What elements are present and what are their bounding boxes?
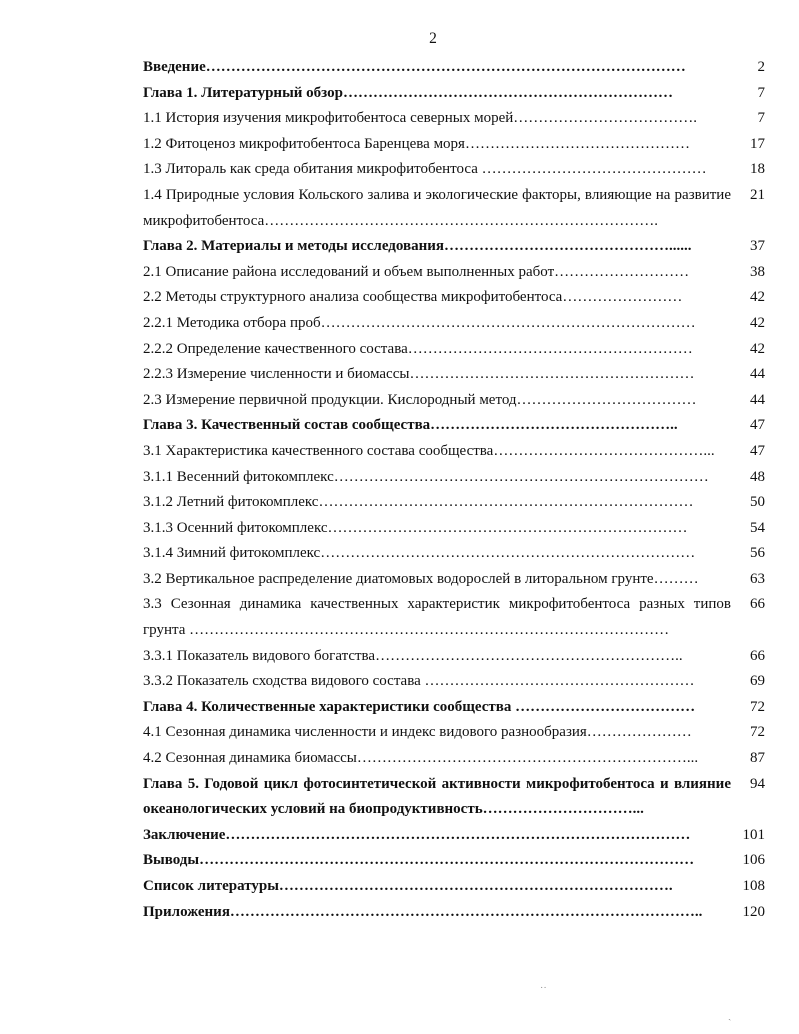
toc-entry-title: 3.1 Характеристика качественного состава сообщества……………………………………...: [143, 442, 715, 459]
scan-speck: ˙˙: [540, 986, 547, 997]
toc-entry: [0, 516, 799, 542]
toc-entry-title: 2.2.1 Методика отбора проб…………………………………………………………………: [143, 314, 696, 331]
toc-entry: [0, 746, 799, 772]
toc-entry-page: 94: [750, 775, 765, 792]
toc-entry: [0, 157, 799, 183]
toc-entry-title: Глава 1. Литературный обзор…………………………………………………………: [143, 84, 673, 101]
toc-entry: [0, 669, 799, 695]
toc-entry-title: 3.1.1 Весенний фитокомплекс…………………………………………………………………: [143, 468, 709, 485]
toc-entry-title: Выводы………………………………………………………………………………………: [143, 852, 695, 869]
toc-entry: [0, 260, 799, 286]
toc-entry-page: 18: [750, 161, 765, 178]
toc-entry-title: Введение……………………………………………………………………………………: [143, 59, 686, 75]
toc-entry: [0, 874, 799, 900]
toc-entry: [0, 644, 799, 670]
toc-entry: [0, 55, 799, 81]
toc-entry-page: 66: [750, 596, 765, 613]
toc-entry-title: Глава 4. Количественные характеристики сообщества ………………………………: [143, 698, 696, 715]
toc-entry-title: 4.2 Сезонная динамика биомассы…………………………………………………………...: [143, 750, 699, 767]
table-of-contents: [0, 55, 799, 925]
toc-entry-page: 48: [750, 468, 765, 485]
toc-entry-page: 37: [750, 238, 765, 255]
toc-entry: [0, 362, 799, 388]
toc-entry-page: 21: [750, 186, 765, 203]
toc-entry-page: 42: [750, 314, 765, 331]
toc-entry: [0, 823, 799, 849]
toc-entry-page: 44: [750, 391, 765, 408]
toc-entry-title: 3.1.4 Зимний фитокомплекс…………………………………………………………………: [143, 545, 696, 562]
toc-entry-page: 101: [742, 826, 765, 843]
toc-entry-page: 42: [750, 289, 765, 306]
toc-entry: [0, 337, 799, 363]
toc-entry: [0, 900, 799, 926]
toc-entry: [0, 285, 799, 311]
toc-entry: [0, 183, 799, 234]
toc-entry-title: 3.2 Вертикальное распределение диатомовых водорослей в литоральном грунте………: [143, 570, 699, 587]
toc-entry: [0, 388, 799, 414]
toc-entry-page: 106: [742, 852, 765, 869]
toc-entry: [0, 234, 799, 260]
toc-entry-title: Список литературы…………………………………………………………………….: [143, 878, 673, 894]
toc-entry-title: 2.3 Измерение первичной продукции. Кислородный метод………………………………: [143, 391, 697, 408]
toc-entry: [0, 439, 799, 465]
toc-entry-page: 47: [750, 442, 765, 459]
toc-entry: [0, 132, 799, 158]
toc-entry-title: 1.4 Природные условия Кольского залива и экологические факторы, влияющие на развитие микрофитобентоса…………………………………………………………………….: [143, 186, 731, 229]
toc-entry: [0, 311, 799, 337]
toc-entry-page: 42: [750, 340, 765, 357]
toc-entry-title: 4.1 Сезонная динамика численности и индекс видового разнообразия…………………: [143, 724, 692, 741]
toc-entry-title: 3.1.2 Летний фитокомплекс…………………………………………………………………: [143, 494, 694, 511]
toc-entry-title: Глава 3. Качественный состав сообщества…………………………………………..: [143, 417, 678, 434]
toc-entry-title: Заключение…………………………………………………………………………………: [143, 826, 691, 843]
toc-entry: [0, 541, 799, 567]
toc-entry-title: Приложения…………………………………………………………………………………..: [143, 903, 703, 920]
toc-entry-page: 69: [750, 673, 765, 690]
page-number: 2: [429, 30, 437, 47]
toc-entry-title: 3.3 Сезонная динамика качественных характеристик микрофитобентоса разных типов грунта ……………………………………………………………………………………: [143, 596, 731, 639]
toc-entry-page: 56: [750, 545, 765, 562]
toc-entry-page: 17: [750, 135, 765, 152]
toc-entry-title: 2.2 Методы структурного анализа сообщества микрофитобентоса……………………: [143, 289, 683, 306]
toc-entry-page: 7: [757, 110, 765, 127]
toc-entry-page: 54: [750, 519, 765, 536]
toc-entry: [0, 695, 799, 721]
toc-entry-title: 2.1 Описание района исследований и объем выполненных работ………………………: [143, 263, 690, 280]
toc-entry-page: 87: [750, 750, 765, 767]
toc-entry-title: 3.3.2 Показатель сходства видового состава ………………………………………………: [143, 673, 695, 690]
toc-entry: [0, 106, 799, 132]
toc-entry-page: 7: [757, 84, 765, 101]
toc-entry: [0, 465, 799, 491]
toc-entry-title: 2.2.3 Измерение численности и биомассы…………………………………………………: [143, 366, 695, 383]
toc-entry-title: 2.2.2 Определение качественного состава…………………………………………………: [143, 340, 693, 357]
toc-entry-page: 38: [750, 263, 765, 280]
toc-entry: [0, 413, 799, 439]
toc-entry-title: 1.1 История изучения микрофитобентоса северных морей……………………………….: [143, 110, 698, 127]
toc-entry-title: 3.3.1 Показатель видового богатства……………………………………………………..: [143, 647, 683, 664]
toc-entry-title: 3.1.3 Осенний фитокомплекс………………………………………………………………: [143, 519, 688, 536]
toc-entry: [0, 720, 799, 746]
scan-speck: ˏ: [728, 1010, 732, 1021]
toc-entry-page: 120: [742, 903, 765, 920]
toc-entry-page: 44: [750, 366, 765, 383]
toc-entry-page: 47: [750, 417, 765, 434]
toc-entry: [0, 848, 799, 874]
toc-entry-page: 2: [757, 59, 765, 75]
toc-entry-title: Глава 5. Годовой цикл фотосинтетической активности микрофитобентоса и влияние океанологических условий на биопродуктивность…………………………...: [143, 775, 731, 818]
toc-entry: [0, 490, 799, 516]
toc-entry: [0, 81, 799, 107]
toc-entry-page: 66: [750, 647, 765, 664]
toc-entry-page: 72: [750, 724, 765, 741]
toc-entry-title: Глава 2. Материалы и методы исследования………………………………………......: [143, 238, 692, 255]
toc-entry-page: 72: [750, 698, 765, 715]
toc-entry: [0, 772, 799, 823]
toc-entry-page: 50: [750, 494, 765, 511]
toc-entry-page: 63: [750, 570, 765, 587]
toc-entry-page: 108: [742, 878, 765, 894]
toc-entry: [0, 592, 799, 643]
toc-entry: [0, 567, 799, 593]
toc-entry-title: 1.3 Литораль как среда обитания микрофитобентоса ………………………………………: [143, 161, 707, 178]
toc-entry-title: 1.2 Фитоценоз микрофитобентоса Баренцева моря………………………………………: [143, 135, 690, 152]
